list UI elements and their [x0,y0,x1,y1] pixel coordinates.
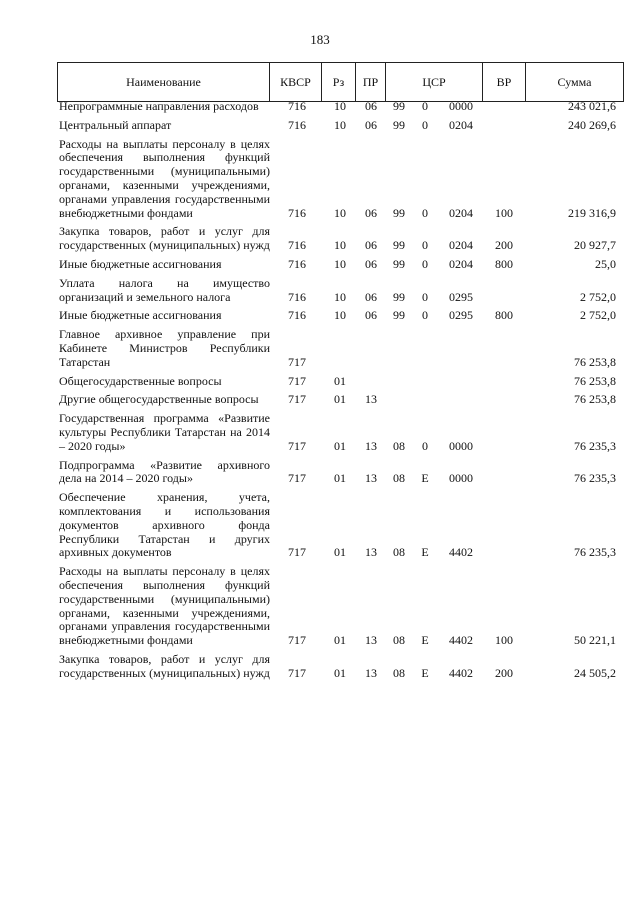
row-name: Иные бюджетные ассигнования [59,256,222,271]
row-name: Подпрограмма «Развитие архивного дела на 2014 – 2020 годы» [59,457,270,486]
row-name: Закупка товаров, работ и услуг для государственных (муниципальных) нужд [59,651,270,680]
page-number: 183 [310,32,330,47]
csr-program-cell: 08 [393,471,405,486]
table-row [0,225,640,253]
kvsr-cell: 716 [288,99,306,113]
vr-cell: 100 [495,633,513,648]
row-name: Непрограммные направления расходов [59,99,259,113]
csr-direction-cell: 0204 [449,205,473,220]
row-name: Иные бюджетные ассигнования [59,308,222,323]
csr-program-cell: 99 [393,256,405,271]
csr-program-cell: 99 [393,238,405,253]
csr-direction-cell: 0204 [449,238,473,253]
vr-cell: 200 [495,238,513,253]
table-header [57,62,624,102]
row-name: Обеспечение хранения, учета, комплектования и использования документов архивного фонда Республики Татарстан и других архивных документов [59,490,270,560]
kvsr-cell: 717 [288,373,306,388]
kvsr-cell: 716 [288,256,306,271]
pr-cell: 06 [365,117,377,132]
csr-direction-cell: 0204 [449,117,473,132]
csr-program-cell: 99 [393,308,405,323]
sum-cell: 76 235,3 [574,438,616,453]
rz-cell: 01 [334,545,346,560]
kvsr-cell: 717 [288,665,306,680]
csr-direction-cell: 0295 [449,308,473,323]
vr-cell: 100 [495,205,513,220]
vr-cell: 800 [495,308,513,323]
csr-subprogram-cell: 0 [422,289,428,304]
sum-cell: 20 927,7 [574,238,616,253]
csr-subprogram-cell: 0 [422,99,428,113]
csr-subprogram-cell: 0 [422,308,428,323]
pr-cell: 13 [365,438,377,453]
table-row [0,375,640,389]
table-row [0,119,640,133]
table-row [0,258,640,272]
csr-direction-cell: 4402 [449,665,473,680]
row-name: Уплата налога на имущество организаций и земельного налога [59,275,270,304]
header-kvsr: КВСР [270,63,322,101]
csr-subprogram-cell: Е [421,633,429,648]
table-body [0,100,640,685]
sum-cell: 243 021,6 [568,99,616,113]
csr-program-cell: 08 [393,665,405,680]
csr-program-cell: 99 [393,99,405,113]
header-pr: ПР [356,63,386,101]
rz-cell: 01 [334,633,346,648]
header-vr: ВР [483,63,526,101]
header-name: Наименование [58,63,270,101]
csr-program-cell: 99 [393,117,405,132]
row-name: Государственная программа «Развитие культуры Республики Татарстан на 2014 – 2020 годы» [59,411,270,453]
csr-direction-cell: 0204 [449,256,473,271]
kvsr-cell: 717 [288,354,306,369]
rz-cell: 01 [334,665,346,680]
row-name: Расходы на выплаты персоналу в целях обеспечения выполнения функций государственными (муниципальными) органами, казенными учреждениями, органами управления государственными внебюджетными фондами [59,564,270,648]
pr-cell: 13 [365,471,377,486]
rz-cell: 01 [334,373,346,388]
csr-subprogram-cell: 0 [422,238,428,253]
header-rz: Рз [322,63,356,101]
row-name: Центральный аппарат [59,117,172,132]
row-name: Другие общегосударственные вопросы [59,392,259,407]
csr-subprogram-cell: 0 [422,205,428,220]
kvsr-cell: 716 [288,308,306,323]
kvsr-cell: 717 [288,471,306,486]
csr-direction-cell: 4402 [449,545,473,560]
kvsr-cell: 717 [288,633,306,648]
table-row [0,309,640,323]
kvsr-cell: 716 [288,289,306,304]
csr-subprogram-cell: Е [421,545,429,560]
csr-subprogram-cell: 0 [422,256,428,271]
csr-direction-cell: 4402 [449,633,473,648]
sum-cell: 25,0 [595,256,616,271]
csr-direction-cell: 0295 [449,289,473,304]
row-name: Закупка товаров, работ и услуг для государственных (муниципальных) нужд [59,224,270,253]
csr-program-cell: 08 [393,438,405,453]
table-row [0,328,640,369]
sum-cell: 2 752,0 [580,289,616,304]
table-row [0,459,640,487]
sum-cell: 76 235,3 [574,471,616,486]
table-row [0,412,640,453]
csr-program-cell: 99 [393,205,405,220]
csr-program-cell: 99 [393,289,405,304]
sum-cell: 76 253,8 [574,392,616,407]
pr-cell: 06 [365,289,377,304]
csr-direction-cell: 0000 [449,99,473,113]
csr-program-cell: 08 [393,545,405,560]
kvsr-cell: 716 [288,205,306,220]
kvsr-cell: 717 [288,545,306,560]
rz-cell: 10 [334,117,346,132]
csr-direction-cell: 0000 [449,471,473,486]
rz-cell: 10 [334,205,346,220]
rz-cell: 01 [334,392,346,407]
vr-cell: 200 [495,665,513,680]
rz-cell: 10 [334,308,346,323]
table-row [0,565,640,648]
sum-cell: 50 221,1 [574,633,616,648]
pr-cell: 06 [365,238,377,253]
csr-subprogram-cell: 0 [422,438,428,453]
kvsr-cell: 716 [288,117,306,132]
row-name: Расходы на выплаты персоналу в целях обеспечения выполнения функций государственными (муниципальными) органами, казенными учреждениями, органами управления государственными внебюджетными фондами [59,136,270,220]
csr-direction-cell: 0000 [449,438,473,453]
sum-cell: 24 505,2 [574,665,616,680]
pr-cell: 06 [365,256,377,271]
pr-cell: 13 [365,392,377,407]
pr-cell: 06 [365,205,377,220]
kvsr-cell: 717 [288,438,306,453]
csr-subprogram-cell: 0 [422,117,428,132]
rz-cell: 10 [334,99,346,113]
sum-cell: 240 269,6 [568,117,616,132]
table-row [0,653,640,681]
row-name: Общегосударственные вопросы [59,373,222,388]
rz-cell: 01 [334,438,346,453]
table-row [0,100,640,114]
rz-cell: 01 [334,471,346,486]
pr-cell: 13 [365,665,377,680]
vr-cell: 800 [495,256,513,271]
pr-cell: 13 [365,545,377,560]
sum-cell: 2 752,0 [580,308,616,323]
pr-cell: 06 [365,308,377,323]
sum-cell: 76 253,8 [574,373,616,388]
rz-cell: 10 [334,256,346,271]
sum-cell: 76 253,8 [574,354,616,369]
csr-program-cell: 08 [393,633,405,648]
csr-subprogram-cell: Е [421,471,429,486]
table-row [0,138,640,221]
table-row [0,393,640,407]
rz-cell: 10 [334,289,346,304]
csr-subprogram-cell: Е [421,665,429,680]
sum-cell: 76 235,3 [574,545,616,560]
header-csr: ЦСР [386,63,483,101]
table-row [0,277,640,305]
table-row [0,491,640,560]
pr-cell: 13 [365,633,377,648]
kvsr-cell: 716 [288,238,306,253]
row-name: Главное архивное управление при Кабинете Министров Республики Татарстан [59,327,270,369]
rz-cell: 10 [334,238,346,253]
pr-cell: 06 [365,99,377,113]
kvsr-cell: 717 [288,392,306,407]
header-sum: Сумма [557,75,592,89]
sum-cell: 219 316,9 [568,205,616,220]
